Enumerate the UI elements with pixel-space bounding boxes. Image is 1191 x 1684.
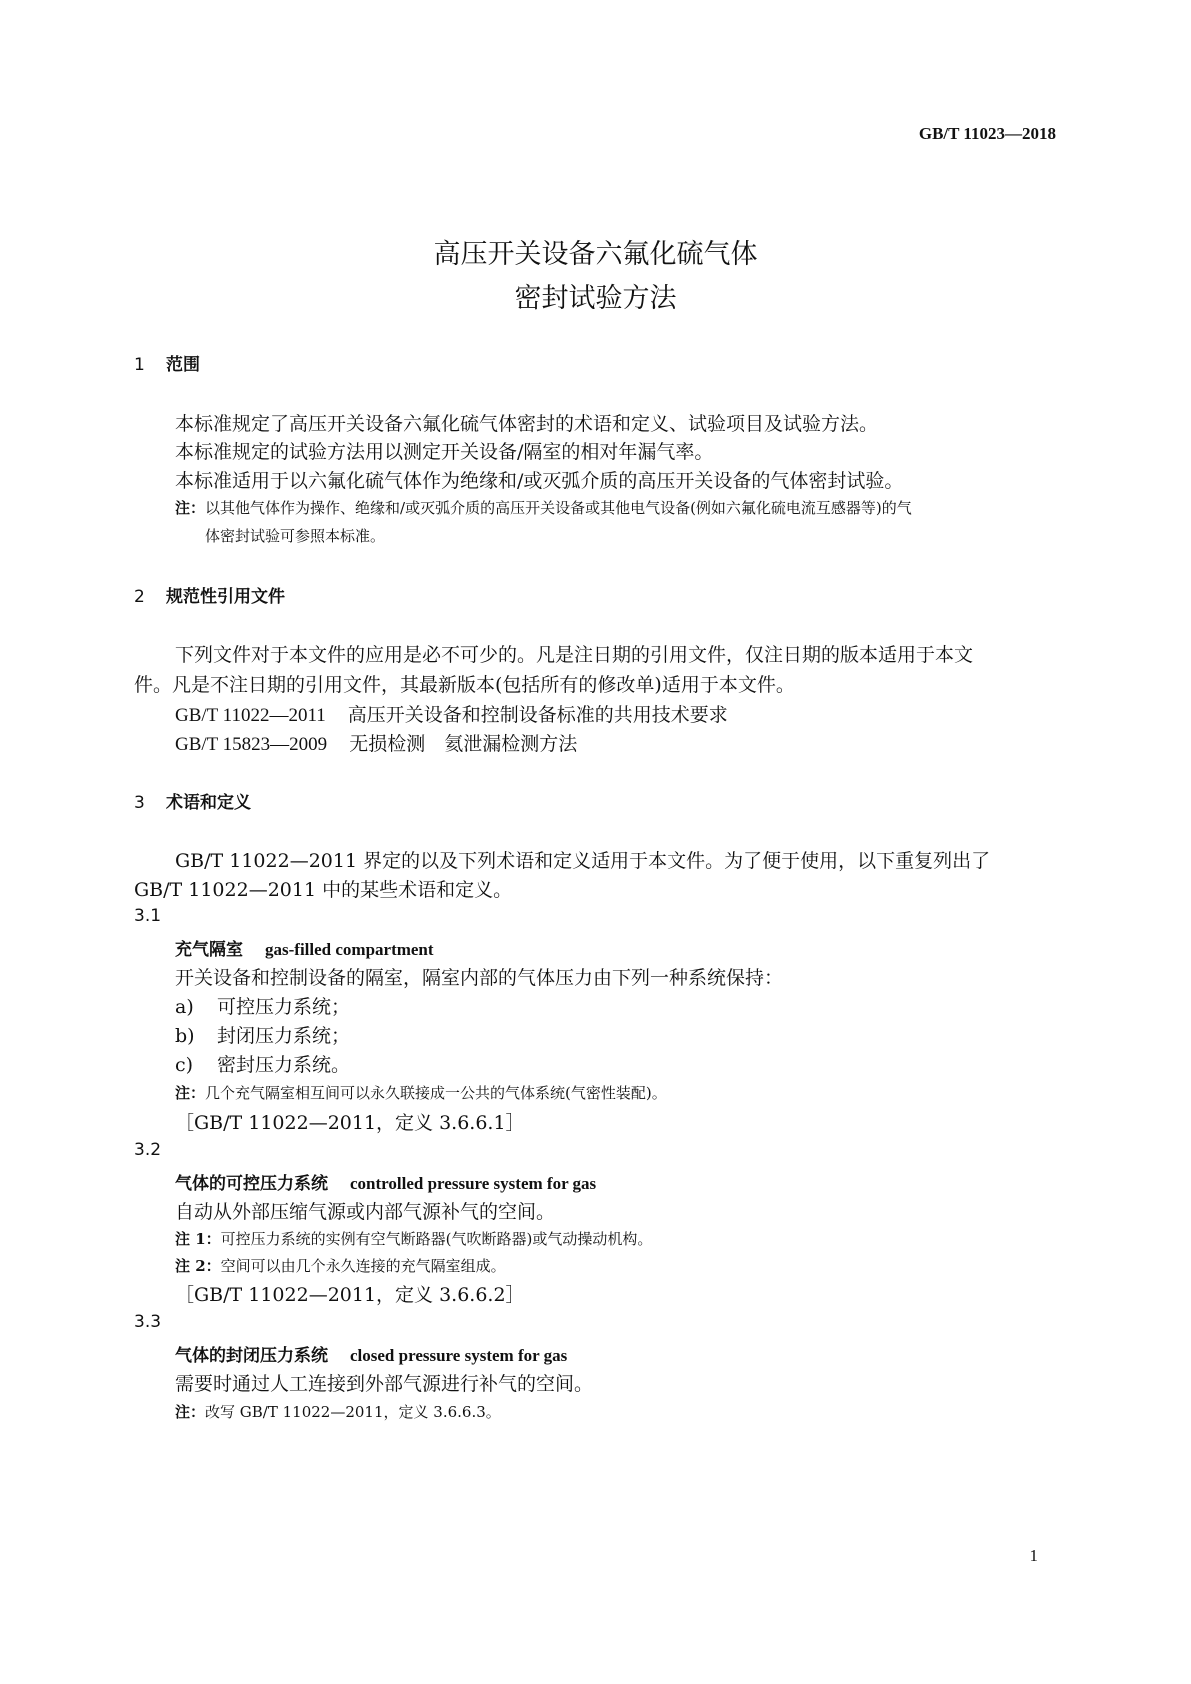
paragraph-continuation: 件。凡是不注日期的引用文件，其最新版本(包括所有的修改单)适用于本文件。 — [134, 674, 795, 696]
term-definition: 自动从外部压缩气源或内部气源补气的空间。 — [175, 1201, 556, 1223]
list-text: 密封压力系统。 — [217, 1054, 351, 1076]
note — [175, 1401, 501, 1422]
section-number: 1 — [134, 355, 145, 375]
document-title-line1: 高压开关设备六氟化硫气体 — [433, 239, 758, 270]
note — [175, 497, 912, 518]
note-label: 注： — [175, 1084, 206, 1102]
note-continuation: 体密封试验可参照本标准。 — [205, 527, 386, 545]
list-label: c) — [175, 1054, 194, 1076]
section-3-heading — [134, 788, 251, 813]
note-label: 注 1： — [175, 1230, 221, 1248]
reference-item — [175, 700, 728, 727]
term-en: gas-filled compartment — [265, 940, 434, 959]
section-title: 术语和定义 — [166, 793, 251, 813]
reference-item — [175, 729, 577, 756]
term-cn: 充气隔室 — [175, 940, 243, 960]
note-text: 可控压力系统的实例有空气断路器(气吹断路器)或气动操动机构。 — [220, 1230, 653, 1248]
term-definition: 需要时通过人工连接到外部气源进行补气的空间。 — [175, 1373, 594, 1395]
note-label: 注： — [175, 499, 206, 517]
note-label: 注： — [175, 1403, 206, 1421]
note-text: 以其他气体作为操作、绝缘和/或灭弧介质的高压开关设备或其他电气设备(例如六氟化硫电流互感器等)的气 — [205, 499, 912, 517]
paragraph: 本标准适用于以六氟化硫气体作为绝缘和/或灭弧介质的高压开关设备的气体密封试验。 — [175, 470, 904, 492]
reference-code: GB/T 15823—2009 — [175, 734, 328, 755]
section-title: 规范性引用文件 — [166, 587, 285, 607]
section-number: 2 — [134, 587, 145, 607]
list-item — [175, 992, 350, 1019]
paragraph: 本标准规定了高压开关设备六氟化硫气体密封的术语和定义、试验项目及试验方法。 — [175, 413, 879, 435]
note — [175, 1255, 506, 1276]
term-title — [175, 1341, 567, 1366]
page-number: 1 — [1029, 1546, 1038, 1565]
term-en: closed pressure system for gas — [350, 1346, 568, 1365]
term-en: controlled pressure system for gas — [350, 1174, 597, 1193]
reference-code: GB/T 11022—2011 — [175, 705, 326, 726]
list-label: a) — [175, 996, 194, 1018]
term-definition: 开关设备和控制设备的隔室，隔室内部的气体压力由下列一种系统保持： — [175, 967, 784, 989]
list-item — [175, 1021, 350, 1048]
reference-title: 无损检测 氦泄漏检测方法 — [349, 733, 578, 755]
reference-title: 高压开关设备和控制设备标准的共用技术要求 — [347, 704, 728, 726]
term-cn: 气体的封闭压力系统 — [175, 1346, 328, 1366]
note-text: 改写 GB/T 11022—2011，定义 3.6.6.3。 — [205, 1403, 501, 1421]
term-number: 3.1 — [134, 906, 162, 926]
section-2-heading — [134, 582, 285, 607]
term-source: ［GB/T 11022—2011，定义 3.6.6.1］ — [175, 1112, 525, 1134]
paragraph: 本标准规定的试验方法用以测定开关设备/隔室的相对年漏气率。 — [175, 441, 714, 463]
note — [175, 1082, 667, 1103]
paragraph: GB/T 11022—2011 界定的以及下列术语和定义适用于本文件。为了便于使用，以下重复列出了 — [175, 850, 991, 872]
section-title: 范围 — [166, 355, 200, 375]
document-title-line2: 密封试验方法 — [514, 283, 677, 314]
term-number: 3.2 — [134, 1140, 162, 1160]
section-number: 3 — [134, 793, 145, 813]
term-title — [175, 935, 434, 960]
list-text: 可控压力系统； — [217, 996, 351, 1018]
term-number: 3.3 — [134, 1312, 162, 1332]
standard-number: GB/T 11023—2018 — [918, 124, 1056, 143]
paragraph: 下列文件对于本文件的应用是必不可少的。凡是注日期的引用文件，仅注日期的版本适用于本文 — [175, 644, 974, 666]
term-source: ［GB/T 11022—2011，定义 3.6.6.2］ — [175, 1284, 525, 1306]
section-1-heading — [134, 350, 200, 375]
note-text: 几个充气隔室相互间可以永久联接成一公共的气体系统(气密性装配)。 — [205, 1084, 667, 1102]
list-label: b) — [175, 1025, 195, 1047]
term-title — [175, 1169, 596, 1194]
note-label: 注 2： — [175, 1257, 221, 1275]
term-cn: 气体的可控压力系统 — [175, 1174, 328, 1194]
paragraph-continuation: GB/T 11022—2011 中的某些术语和定义。 — [134, 879, 513, 901]
note-text: 空间可以由几个永久连接的充气隔室组成。 — [220, 1257, 506, 1275]
list-item — [175, 1050, 350, 1077]
note — [175, 1228, 652, 1249]
list-text: 封闭压力系统； — [217, 1025, 351, 1047]
